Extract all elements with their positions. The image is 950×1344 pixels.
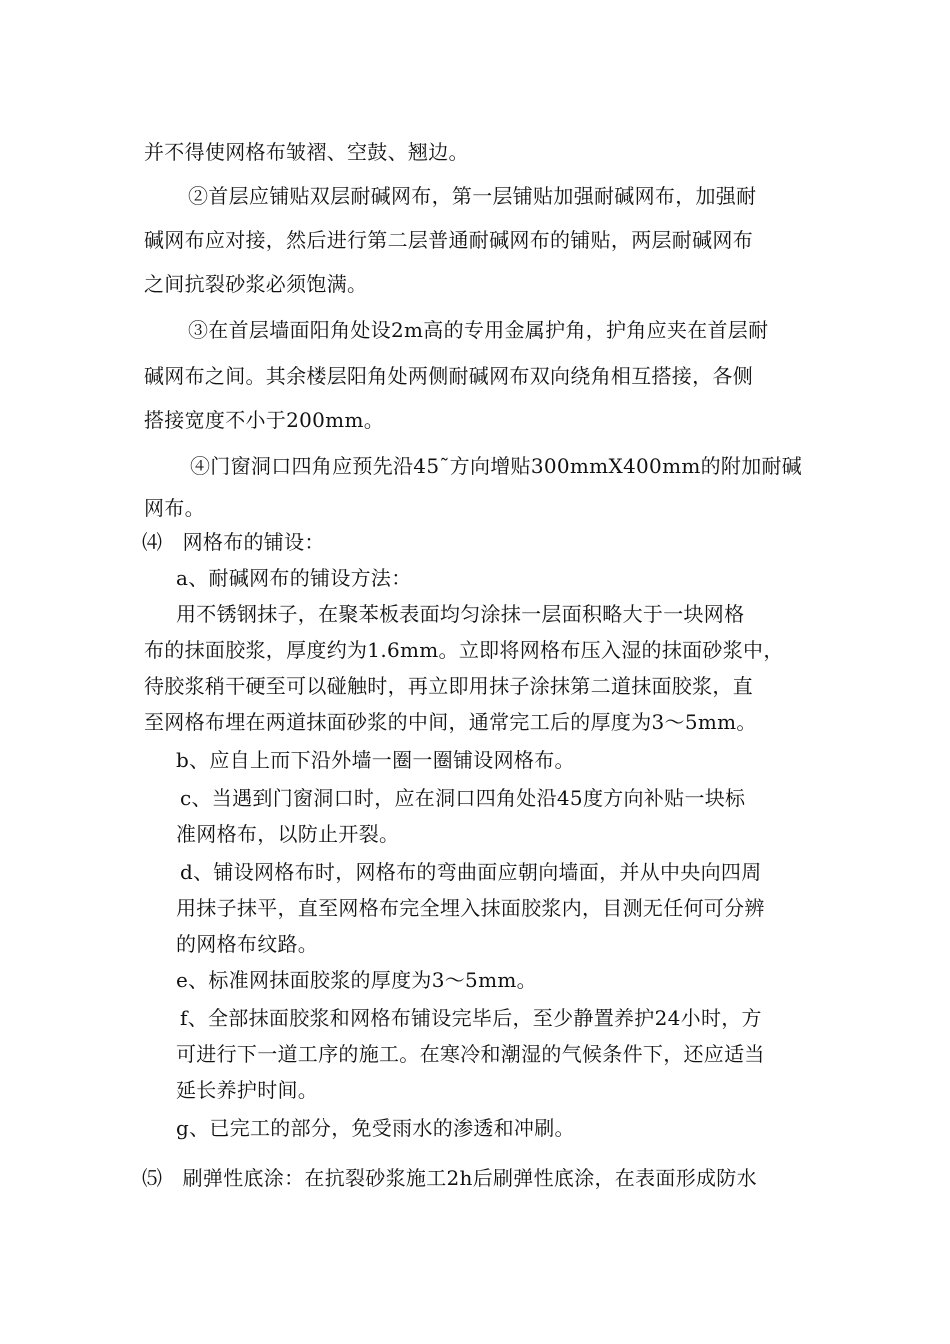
section-heading: ⑸ 刷弹性底涂：在抗裂砂浆施工2h后刷弹性底涂，在表面形成防水 — [142, 1166, 757, 1190]
sub-heading: a、耐碱网布的铺设方法： — [176, 566, 412, 590]
paragraph-line: 搭接宽度不小于200mm。 — [144, 408, 385, 432]
paragraph-line: 之间抗裂砂浆必须饱满。 — [144, 272, 368, 296]
paragraph-line: 碱网布应对接，然后进行第二层普通耐碱网布的铺贴，两层耐碱网布 — [144, 228, 753, 252]
list-item: c、当遇到门窗洞口时，应在洞口四角处沿45度方向补贴一块标 — [180, 786, 746, 810]
list-item: f、全部抹面胶浆和网格布铺设完毕后，至少静置养护24小时，方 — [180, 1006, 762, 1030]
section-heading: ⑷ 网格布的铺设： — [142, 530, 325, 554]
paragraph-line: 待胶浆稍干硬至可以碰触时，再立即用抹子涂抹第二道抹面胶浆，直 — [144, 674, 753, 698]
paragraph-line: ②首层应铺贴双层耐碱网布，第一层铺贴加强耐碱网布，加强耐 — [188, 184, 757, 208]
list-item-continuation: 用抹子抹平，直至网格布完全埋入抹面胶浆内，目测无任何可分辨 — [176, 896, 765, 920]
paragraph-line: 布的抹面胶浆，厚度约为1.6mm。立即将网格布压入湿的抹面砂浆中， — [144, 638, 784, 662]
paragraph-line: 碱网布之间。其余楼层阳角处两侧耐碱网布双向绕角相互搭接，各侧 — [144, 364, 753, 388]
paragraph-line: 并不得使网格布皱褶、空鼓、翘边。 — [144, 140, 469, 164]
paragraph-line: 网布。 — [144, 496, 205, 520]
list-item-continuation: 可进行下一道工序的施工。在寒冷和潮湿的气候条件下，还应适当 — [176, 1042, 765, 1066]
paragraph-line: ④门窗洞口四角应预先沿45˜方向增贴300mmX400mm的附加耐碱 — [190, 454, 803, 478]
list-item-continuation: 准网格布，以防止开裂。 — [176, 822, 400, 846]
list-item: e、标准网抹面胶浆的厚度为3～5mm。 — [176, 968, 537, 992]
list-item-continuation: 延长养护时间。 — [176, 1078, 319, 1102]
list-item: d、铺设网格布时，网格布的弯曲面应朝向墙面，并从中央向四周 — [180, 860, 762, 884]
paragraph-line: 至网格布埋在两道抹面砂浆的中间，通常完工后的厚度为3～5mm。 — [144, 710, 757, 734]
paragraph-line: 用不锈钢抹子，在聚苯板表面均匀涂抹一层面积略大于一块网格 — [176, 602, 745, 626]
list-item: g、已完工的部分，免受雨水的渗透和冲刷。 — [176, 1116, 575, 1140]
paragraph-line: ③在首层墙面阳角处设2m高的专用金属护角，护角应夹在首层耐 — [188, 318, 769, 342]
list-item: b、应自上而下沿外墙一圈一圈铺设网格布。 — [176, 748, 575, 772]
list-item-continuation: 的网格布纹路。 — [176, 932, 319, 956]
